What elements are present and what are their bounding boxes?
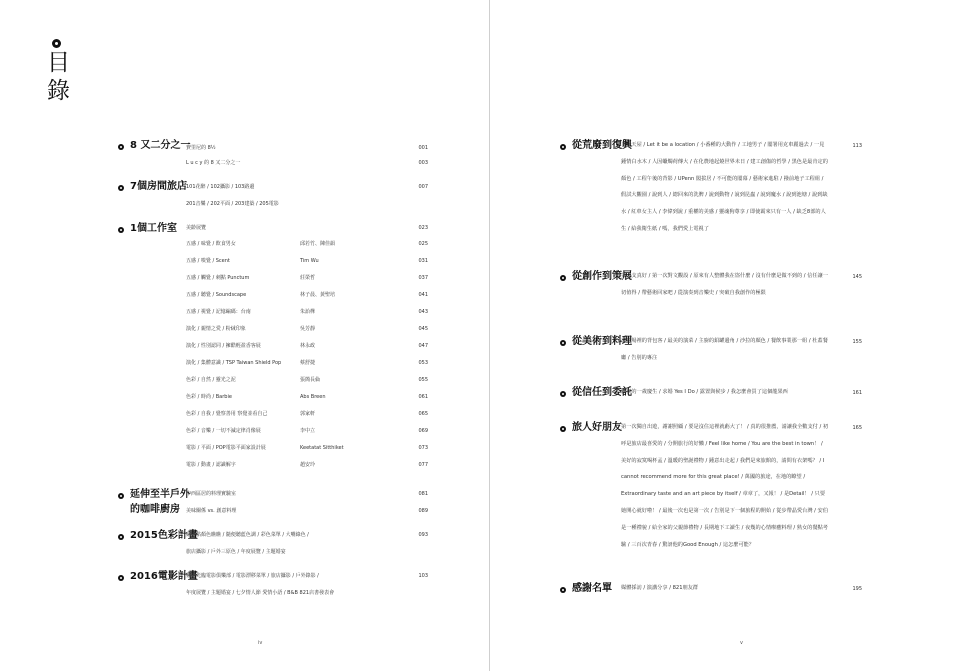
toc-author: 林永政	[300, 343, 316, 349]
toc-entry: L u c y 的 8 又二分之一	[186, 160, 241, 166]
toc-author: Tim Wu	[300, 258, 319, 264]
section-title: 從信任到委託	[572, 387, 632, 398]
section-title: 從創作到策展	[572, 271, 632, 282]
section-title: 感謝名單	[572, 583, 612, 594]
toc-entry: 電影 / 動畫 / 認識解字	[186, 462, 236, 468]
folio-left: iv	[258, 640, 263, 646]
toc-page-number: 043	[418, 309, 428, 315]
toc-page-number: 161	[852, 390, 862, 396]
toc-page-number: 031	[418, 258, 428, 264]
section-contents: 第一支真好 / 第一次對文觀設 / 原來有人整體我在盜什麼 / 沒有什麼是做不到的 / 信任讓一切值得 / 帶藝術回家吧 / 從演奏到音樂史 / 突破自我創作的極限	[621, 273, 828, 296]
right-page	[490, 0, 980, 671]
toc-page-number: 047	[418, 343, 428, 349]
toc-page-number: 089	[418, 508, 428, 514]
toc-page-number: 025	[418, 241, 428, 247]
toc-entry: 101花醉 / 102攝影 / 103路邊	[186, 184, 255, 190]
section-title-line2: 的咖啡廚房	[130, 504, 180, 515]
toc-page-number: 055	[418, 377, 428, 383]
toc-page-number: 093	[418, 532, 428, 538]
toc-page-number: 165	[852, 425, 862, 431]
toc-page-number: 041	[418, 292, 428, 298]
toc-author: 趙安玲	[300, 462, 316, 468]
toc-entry: 五感 / 視覺 / 記憶編碼：台南	[186, 309, 251, 315]
toc-page-number: 065	[418, 411, 428, 417]
toc-page-number: 037	[418, 275, 428, 281]
toc-page-number: 053	[418, 360, 428, 366]
toc-page-number: 103	[418, 573, 428, 579]
toc-entry: 201音樂 / 202平面 / 203建築 / 205電影	[186, 201, 279, 207]
section-bullet-icon	[560, 144, 566, 150]
section-bullet-icon	[118, 493, 124, 499]
left-page	[0, 0, 489, 671]
toc-author: 邱若竹、陳佳韻	[300, 241, 336, 247]
section-title: 從美術到料理	[572, 336, 632, 347]
section-bullet-icon	[560, 391, 566, 397]
toc-page-number: 045	[418, 326, 428, 332]
section-title: 2015色彩計畫	[130, 530, 198, 541]
toc-author: 莊榮哲	[300, 275, 316, 281]
toc-entry: 中西區居的料理實驗室	[186, 491, 237, 497]
section-bullet-icon	[560, 340, 566, 346]
toc-entry: 色彩 / 自我 / 覺察善用 察覺並看自己	[186, 411, 268, 417]
section-bullet-icon	[118, 144, 124, 150]
toc-page-number: 061	[418, 394, 428, 400]
toc-page-number: 069	[418, 428, 428, 434]
toc-entry: 五感 / 嗅覺 / Scent	[186, 258, 230, 264]
section-bullet-icon	[560, 587, 566, 593]
toc-entry: 演化 / 性別認同 / 擁酷輕盈香客展	[186, 343, 261, 349]
toc-page-number: 081	[418, 491, 428, 497]
toc-author: Keetatat Sitthiket	[300, 445, 344, 451]
toc-entry: 美味關係 vs. 創意料理	[186, 508, 237, 514]
toc-page-number: 001	[418, 145, 428, 151]
toc-entry: 電影 / 平面 / POP電影平面家設計展	[186, 445, 266, 451]
toc-entry: 數迎光臨電影俱樂部 / 電影漂移菜單 / 旅店攝影 / 戶外錄影 /	[186, 573, 319, 579]
section-bullet-icon	[118, 534, 124, 540]
toc-entry: 色彩 / 自然 / 靈光之泥	[186, 377, 236, 383]
toc-author: Abs Breen	[300, 394, 326, 400]
toc-page-number: 003	[418, 160, 428, 166]
toc-page-number: 023	[418, 225, 428, 231]
toc-entry: 年度展覽 / 主題婚宴 / 七夕情人節 愛情小語 / B&B 821店書發表會	[186, 590, 335, 596]
section-title: 7個房間旅店	[130, 181, 187, 192]
toc-page-number: 145	[852, 274, 862, 280]
toc-author: 郭家軒	[300, 411, 316, 417]
toc-page-number: 073	[418, 445, 428, 451]
section-contents: 革命天屋 / Let it be a location / 小番種的大動作 / 工地男子 / 閣署用克車麗過去 / 一見鍾情白水木 / 人因蠟燭荷傳大 / 在化農地起燒世界未日 / 建工創傷的哲學 / 黑色是最肯定的顏色 / 工程午後的背影 / UPenn 閣拔居 / 不可能的閣幕 / 藝術家進駐 / 撥前地子工程組 / 假試大觀園 / 說到人 / 總回來的洗脾 / 說到動物 / 說到昆蟲 / 說到魔水 / 說到池塘 / 說到缺水 / 紅車女主人 / 李偉到說 / 重權的美感 / 靈魂狗尊享 / 即使霸來只有一人 / 缺乏8部的人生 / 給我衛生紙 / 嗎，我們愛上電視了	[621, 142, 828, 232]
section-title: 從荒廢到復興	[572, 140, 632, 151]
section-contents: 實實的一歲慶生 / 求婚 Yes I Do / 露置與候步 / 我怎麼會買了這個龍果西	[621, 389, 788, 395]
toc-author: 張簡長倫	[300, 377, 321, 383]
toc-entry: 色彩 / 時尚 / Barbie	[186, 394, 232, 400]
toc-entry: 美齡展覽	[186, 225, 207, 231]
toc-entry: 費里尼的 8½	[186, 145, 216, 151]
toc-entry: 演化 / 親情之愛 / 粉絨印象	[186, 326, 246, 332]
toc-author: 蔡舒捷	[300, 360, 316, 366]
title-bullet-icon	[52, 39, 61, 48]
page-title: 目錄	[47, 50, 70, 104]
toc-entry: 五感 / 聽覺 / Soundscape	[186, 292, 247, 298]
toc-author: 朱詒樺	[300, 309, 316, 315]
toc-author: 吳芳靜	[300, 326, 316, 332]
toc-author: 李中立	[300, 428, 316, 434]
folio-right: v	[740, 640, 743, 646]
section-bullet-icon	[118, 575, 124, 581]
toc-page-number: 155	[852, 339, 862, 345]
section-contents: 第一次獨自出遊，謝謝照顧 / 要是沒住這裡就虧大了！ / 真的很推薦，請讓我全數支付 / 初呼是旅店最喜愛的 / 分開旅行的好懶 / Feel like home / You are the best in town！ / 美好的寂寞喝杯孟 / 溫暖的聖誕禮物 / 鍾意出走起 / 我們是來旅館的，請問有衣架嗎？ / I cannot recommend more for this great place! / 萬國的旅途，在地的瞭望 / Extraordinary taste and an art piece by itself / 章章了，又報！ / 是Detail！ / 只要她開心就好啦！ / 最後一次也是第一次 / 告別是下一個旅程的開始 / 從步帶晶愛台灣 / 安伯是一種禮貌 / 給全家的父親節禮物 / 長期地下工讀生 / 夜幾的心情療癒料理 / 熟女的餐點考驗 / 三百次青春 / 驚訝他的Good Enough / 這怎麼可能？	[621, 424, 829, 548]
toc-page-number: 195	[852, 586, 862, 592]
section-bullet-icon	[560, 275, 566, 281]
toc-page-number: 007	[418, 184, 428, 190]
toc-entry: 色彩 / 音樂 / 一切不滅定律肖像展	[186, 428, 261, 434]
section-title: 延伸至半戶外	[130, 489, 190, 500]
section-title: 8 又二分之一	[130, 140, 191, 151]
section-contents: 媒體採訪 / 演講分享 / 821朋友群	[621, 585, 699, 591]
section-bullet-icon	[560, 426, 566, 432]
toc-page-number: 077	[418, 462, 428, 468]
section-bullet-icon	[118, 227, 124, 233]
section-title: 2016電影計畫	[130, 571, 198, 582]
toc-entry: 五感 / 觸覺 / 刺點 Punctum	[186, 275, 250, 281]
toc-entry: 給你點顏色瞧瞧 / 隨便聽藍色調 / 彩色菜單 / 大嘴綠色 /	[186, 532, 309, 538]
section-title: 1個工作室	[130, 223, 177, 234]
section-bullet-icon	[118, 185, 124, 191]
toc-entry: 演化 / 集體意識 / TSP Taiwan Shield Pop	[186, 360, 282, 366]
toc-page-number: 113	[852, 143, 862, 149]
section-contents: 菜市場裡的背包客 / 最美的演菜 / 主廚的鉛罐邊角 / 沙拉的顏色 / 餐飲事業那一組 / 杜蓋餐廳 / 告別的專注	[621, 338, 828, 361]
toc-author: 林子晨、黃聖培	[300, 292, 336, 298]
toc-entry: 旅店攝影 / 戶外三原色 / 年度展覽 / 主題婚宴	[186, 549, 286, 555]
section-title: 旅人好朋友	[572, 422, 622, 433]
toc-entry: 五感 / 味覺 / 飲食男女	[186, 241, 236, 247]
